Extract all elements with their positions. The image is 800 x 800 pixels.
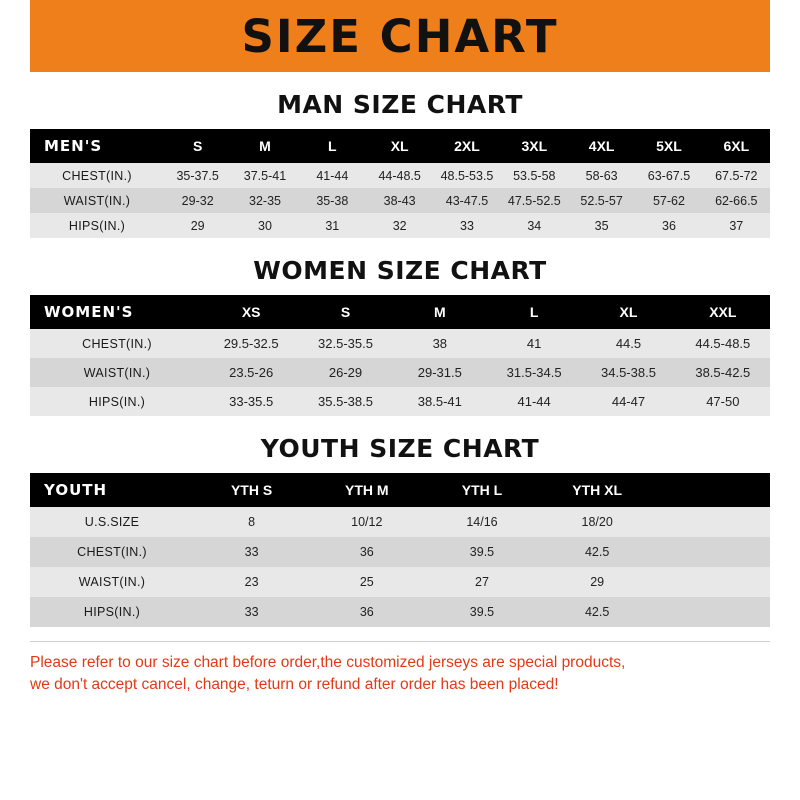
men-cell-2-6: 35 — [594, 218, 609, 233]
youth-cell-2-4 — [655, 567, 770, 597]
women-cell-0-5: 44.5-48.5 — [695, 336, 751, 351]
men-cell-2-2: 31 — [325, 218, 340, 233]
men-row-label-2: HIPS(IN.) — [68, 218, 126, 233]
men-cell-0-7: 63-67.5 — [647, 168, 691, 183]
women-cell-0-4: 44.5 — [615, 336, 642, 351]
men-cell-0-0: 35-37.5 — [176, 168, 219, 183]
men-cell-1-1: 32-35 — [249, 193, 281, 208]
youth-table-header — [30, 473, 770, 507]
youth-col-4 — [655, 473, 770, 507]
men-cell-2-4: 33 — [460, 218, 474, 233]
youth-cell-1-3: 42.5 — [584, 545, 610, 559]
men-cell-2-7: 36 — [662, 218, 676, 233]
men-col-1: M — [259, 138, 271, 154]
women-row-label-0: CHEST(IN.) — [82, 336, 152, 351]
men-cell-2-3: 32 — [392, 218, 407, 233]
women-cell-1-3: 31.5-34.5 — [506, 365, 562, 380]
youth-cell-1-0: 33 — [244, 545, 259, 559]
youth-cell-2-2: 27 — [475, 575, 489, 589]
men-cell-1-4: 43-47.5 — [445, 193, 489, 208]
youth-cell-3-2: 39.5 — [469, 605, 495, 619]
men-cell-0-2: 41-44 — [316, 168, 349, 183]
women-table-body — [30, 329, 770, 416]
youth-col-0: YTH S — [230, 482, 273, 498]
women-col-4: XL — [619, 304, 638, 320]
women-row-label-2: HIPS(IN.) — [88, 394, 146, 409]
youth-cell-1-2: 39.5 — [469, 545, 495, 559]
youth-row-label-1: CHEST(IN.) — [77, 545, 147, 559]
men-corner-label: MEN'S — [44, 137, 103, 155]
table-row — [30, 507, 770, 537]
men-cell-1-7: 57-62 — [652, 193, 685, 208]
table-row — [30, 188, 770, 213]
table-row — [30, 329, 770, 358]
women-cell-1-0: 23.5-26 — [229, 365, 274, 380]
table-row — [30, 213, 770, 238]
women-col-2: M — [433, 304, 446, 320]
men-cell-1-8: 62-66.5 — [715, 193, 758, 208]
table-header-row — [30, 129, 770, 163]
men-cell-1-2: 35-38 — [316, 193, 349, 208]
women-cell-2-0: 33-35.5 — [229, 394, 274, 409]
youth-row-label-3: HIPS(IN.) — [83, 605, 141, 619]
men-table-body — [30, 163, 770, 238]
men-col-8: 6XL — [723, 138, 750, 154]
men-cell-2-5: 34 — [527, 218, 542, 233]
men-cell-0-6: 58-63 — [585, 168, 618, 183]
youth-cell-1-1: 36 — [359, 545, 374, 559]
men-col-4: 2XL — [454, 138, 480, 154]
youth-cell-0-2: 14/16 — [466, 515, 498, 529]
youth-size-table — [30, 473, 770, 627]
men-cell-2-8: 37 — [729, 218, 744, 233]
table-header-row — [30, 473, 770, 507]
table-row — [30, 597, 770, 627]
women-cell-1-4: 34.5-38.5 — [601, 365, 656, 380]
women-col-1: S — [340, 304, 351, 320]
men-cell-2-0: 29 — [190, 218, 205, 233]
women-cell-0-2: 38 — [432, 336, 448, 351]
women-cell-0-1: 32.5-35.5 — [318, 336, 373, 351]
men-cell-0-3: 44-48.5 — [378, 168, 421, 183]
women-cell-2-5: 47-50 — [706, 394, 740, 409]
men-size-table — [30, 129, 770, 238]
men-cell-1-6: 52.5-57 — [580, 193, 623, 208]
women-cell-2-4: 44-47 — [611, 394, 646, 409]
youth-cell-3-0: 33 — [244, 605, 259, 619]
women-cell-1-5: 38.5-42.5 — [695, 365, 751, 380]
section-title-women: WOMEN SIZE CHART — [253, 256, 547, 285]
men-cell-0-8: 67.5-72 — [715, 168, 758, 183]
women-cell-0-0: 29.5-32.5 — [223, 336, 279, 351]
section-title-youth: YOUTH SIZE CHART — [260, 434, 540, 463]
women-cell-2-2: 38.5-41 — [417, 394, 462, 409]
women-col-5: XXL — [709, 304, 737, 320]
men-col-2: L — [328, 138, 337, 154]
page-title: SIZE CHART — [241, 9, 559, 63]
men-cell-1-5: 47.5-52.5 — [507, 193, 561, 208]
women-cell-2-1: 35.5-38.5 — [318, 394, 373, 409]
youth-cell-3-3: 42.5 — [584, 605, 610, 619]
order-notice-line-2: we don't accept cancel, change, teturn or refund after order has been placed! — [30, 676, 559, 694]
youth-cell-3-1: 36 — [359, 605, 374, 619]
youth-cell-0-0: 8 — [248, 515, 256, 529]
women-row-label-1: WAIST(IN.) — [83, 365, 151, 380]
table-row — [30, 358, 770, 387]
order-notice — [30, 641, 770, 697]
men-cell-2-1: 30 — [258, 218, 272, 233]
men-row-label-1: WAIST(IN.) — [63, 193, 131, 208]
men-cell-1-3: 38-43 — [383, 193, 416, 208]
youth-row-label-0: U.S.SIZE — [84, 515, 140, 529]
section-title-men: MAN SIZE CHART — [277, 90, 523, 119]
women-cell-0-3: 41 — [526, 336, 542, 351]
women-table-header — [30, 295, 770, 329]
youth-cell-0-1: 10/12 — [351, 515, 383, 529]
youth-col-1: YTH M — [345, 482, 389, 498]
women-col-0: XS — [241, 304, 261, 320]
women-corner-label: WOMEN'S — [44, 303, 134, 321]
table-row — [30, 537, 770, 567]
order-notice-line-1: Please refer to our size chart before order,the customized jerseys are special products, — [30, 654, 626, 671]
table-header-row — [30, 295, 770, 329]
men-col-0: S — [192, 138, 203, 154]
women-cell-2-3: 41-44 — [517, 394, 551, 409]
youth-cell-0-4 — [655, 507, 770, 537]
youth-corner-label: YOUTH — [44, 481, 108, 499]
women-size-table — [30, 295, 770, 416]
women-col-3: L — [529, 304, 539, 320]
chart-content — [0, 90, 800, 627]
youth-col-2: YTH L — [461, 482, 503, 498]
youth-table-body — [30, 507, 770, 627]
header-band — [0, 0, 800, 72]
youth-cell-2-0: 23 — [244, 575, 259, 589]
youth-row-label-2: WAIST(IN.) — [78, 575, 146, 589]
men-table-header — [30, 129, 770, 163]
men-col-6: 4XL — [588, 138, 615, 154]
table-row — [30, 567, 770, 597]
men-cell-0-1: 37.5-41 — [243, 168, 287, 183]
youth-cell-2-1: 25 — [359, 575, 374, 589]
table-row — [30, 387, 770, 416]
men-cell-0-5: 53.5-58 — [513, 168, 556, 183]
men-col-3: XL — [390, 138, 409, 154]
youth-cell-3-4 — [655, 597, 770, 627]
men-col-5: 3XL — [521, 138, 548, 154]
youth-cell-1-4 — [655, 537, 770, 567]
table-row — [30, 163, 770, 188]
women-cell-1-1: 26-29 — [328, 365, 363, 380]
youth-col-3: YTH XL — [572, 482, 623, 498]
men-row-label-0: CHEST(IN.) — [62, 168, 132, 183]
men-cell-0-4: 48.5-53.5 — [440, 168, 494, 183]
men-col-7: 5XL — [656, 138, 682, 154]
men-cell-1-0: 29-32 — [181, 193, 214, 208]
youth-cell-2-3: 29 — [590, 575, 605, 589]
women-cell-1-2: 29-31.5 — [417, 365, 462, 380]
youth-cell-0-3: 18/20 — [581, 515, 613, 529]
